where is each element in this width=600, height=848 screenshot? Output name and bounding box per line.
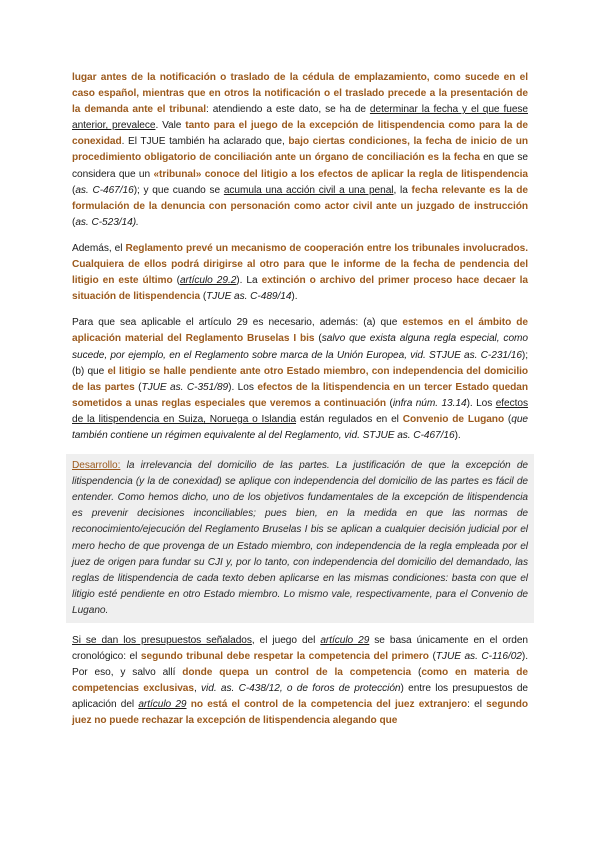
body-text: : atendiendo a este dato, se ha de <box>206 104 370 116</box>
body-text: ); (b) que <box>72 349 528 377</box>
emphasis-text: efectos de la litispendencia en un tercer Estado quedan sometidos a unas reglas especiales que veremos a continuación <box>72 381 529 409</box>
emphasis-text: segundo tribunal debe respetar la competencia del primero <box>140 651 429 663</box>
body-text: ) entre los presupuestos de aplicación del <box>72 683 528 711</box>
case-reference: TJUE as. C-116/02 <box>435 651 522 663</box>
emphasis-text: lugar antes de la notificación o traslado de la cédula de emplazamiento, como sucede en el caso español, mientras que en otros la notificación o el traslado precede a la presentación de la demanda ante el tribunal <box>72 72 528 116</box>
italic-note: salvo que exista alguna regla especial, como sucede, por ejemplo, en el Reglamento sobre marca de la Unión Europea, vid. STJUE as. C-231/16 <box>72 333 528 361</box>
body-text: ). <box>454 429 461 441</box>
emphasis-text: extinción o archivo del primer proceso hace decaer la situación de litispendencia <box>72 275 528 303</box>
body-text: ( <box>134 381 142 393</box>
body-text: . El TJUE también ha aclarado que, <box>121 136 289 148</box>
emphasis-text: no está el control de la competencia del juez extranjero <box>186 699 468 711</box>
article-reference: artículo 29 <box>320 635 370 646</box>
emphasis-text: fecha relevante es la de formulación de la denuncia con personación como actor civil ante un juzgado de instrucción <box>72 184 529 212</box>
development-label: Desarrollo: <box>72 460 121 472</box>
underlined-text: determinar la fecha y el que fuese anterior, prevalece <box>72 104 528 132</box>
body-text: ); y que cuando se <box>133 184 224 196</box>
body-text: se basa únicamente en el orden cronológico: el <box>72 635 529 663</box>
body-text: ). Los <box>466 397 496 409</box>
italic-note: vid. as. C-438/12, o de foros de protección <box>201 683 401 695</box>
case-reference: TJUE as. C-351/89 <box>141 381 229 393</box>
body-text: ). <box>291 291 298 303</box>
underlined-text: Si se dan los presupuestos señalados <box>72 635 252 646</box>
case-reference: TJUE as. C-489/14 <box>206 291 292 303</box>
body-text: Para que sea aplicable el artículo 29 es necesario, además: (a) que <box>72 317 403 329</box>
body-text: ( <box>172 275 180 287</box>
case-reference: as. C-467/16 <box>75 184 134 196</box>
emphasis-text: bajo ciertas condiciones, la fecha de inicio de un procedimiento obligatorio de conciliación ante un órgano de conciliación es la fecha <box>72 136 528 164</box>
emphasis-text: el litigio se halle pendiente ante otro Estado miembro, con independencia del domicilio de las partes <box>72 365 528 393</box>
paragraph-fecha-pendencia <box>72 70 528 231</box>
body-text: . Vale <box>155 120 186 132</box>
underlined-text: efectos de la litispendencia en Suiza, Noruega o Islandia <box>72 397 528 425</box>
body-text: ( <box>411 667 422 679</box>
body-text: ( <box>72 216 76 228</box>
article-reference: artículo 29.2 <box>179 275 237 287</box>
paragraph-requisitos <box>72 315 528 444</box>
body-text: ( <box>200 291 207 303</box>
body-text: ( <box>504 413 512 425</box>
body-text: : el <box>467 699 487 711</box>
body-text: ). La <box>236 275 262 287</box>
body-text: Además, el <box>72 242 126 254</box>
paragraph-orden-cronologico <box>72 633 528 730</box>
emphasis-text: tanto para el juego de la excepción de litispendencia como para la de conexidad <box>72 120 528 148</box>
body-text: ( <box>386 397 393 409</box>
body-text: ( <box>314 333 322 345</box>
emphasis-text: Reglamento prevé un mecanismo de cooperación entre los tribunales involucrados. Cualquiera de ellos podrá dirigirse al otro para que le informe de la fecha de pendencia del litigio en este último <box>72 242 528 287</box>
body-text: , la <box>393 184 412 196</box>
body-text: ( <box>72 184 76 196</box>
development-box <box>66 454 534 623</box>
body-text: ( <box>428 651 436 663</box>
emphasis-text: «tribunal» conoce del litigio a los efectos de aplicar la regla de litispendencia <box>153 168 528 180</box>
emphasis-text: Convenio de Lugano <box>402 413 505 425</box>
body-text: en que se considera que un <box>72 152 528 180</box>
paragraph-cooperacion <box>72 241 528 305</box>
emphasis-text: como en materia de competencias exclusivas <box>72 667 528 695</box>
body-text: ). Por eso, y salvo allí <box>72 651 528 679</box>
emphasis-text: segundo juez no puede rechazar la excepción de litispendencia alegando que <box>72 699 528 727</box>
development-text: la irrelevancia del domicilio de las partes. La justificación de que la excepción de litispendencia (y la de conexidad) se aplique con independencia del domicilio de las partes es fácil de entender. Como hemos dicho, uno de los objetivos fundamentales de la excepción de litispendencia es prevenir decisiones inconciliables; pues bien, en la medida en que las normas de reconocimiento/ejecución del Reglamento Bruselas I bis se aplican a cualquier decisión judicial por el mero hecho de que provenga de un Estado miembro, con independencia de la regla empleada por el juez de origen para fundar su CJI y, por lo tanto, con independencia del domicilio del demandado, las reglas de litispendencia de cada texto deben aplicarse en las mismas condiciones: basta con que el litigio esté pendiente en otro Estado miembro. Lo mismo vale, respectivamente, para el Convenio de Lugano. <box>72 460 528 616</box>
cross-reference: infra núm. 13.14 <box>392 397 467 409</box>
article-reference: artículo 29 <box>138 699 187 711</box>
body-text: ). Los <box>228 381 258 393</box>
italic-note: que también contiene un régimen equivalente al del Reglamento, vid. STJUE as. C-467/16 <box>72 413 528 441</box>
case-reference: as. C-523/14). <box>75 216 139 228</box>
underlined-text: acumula una acción civil a una penal <box>223 184 394 196</box>
emphasis-text: estemos en el ámbito de aplicación material del Reglamento Bruselas I bis <box>72 317 528 345</box>
body-text: , el juego del <box>251 635 321 646</box>
body-text: , <box>193 683 202 695</box>
body-text: están regulados en el <box>296 413 403 425</box>
emphasis-text: donde quepa un control de la competencia <box>182 667 412 679</box>
